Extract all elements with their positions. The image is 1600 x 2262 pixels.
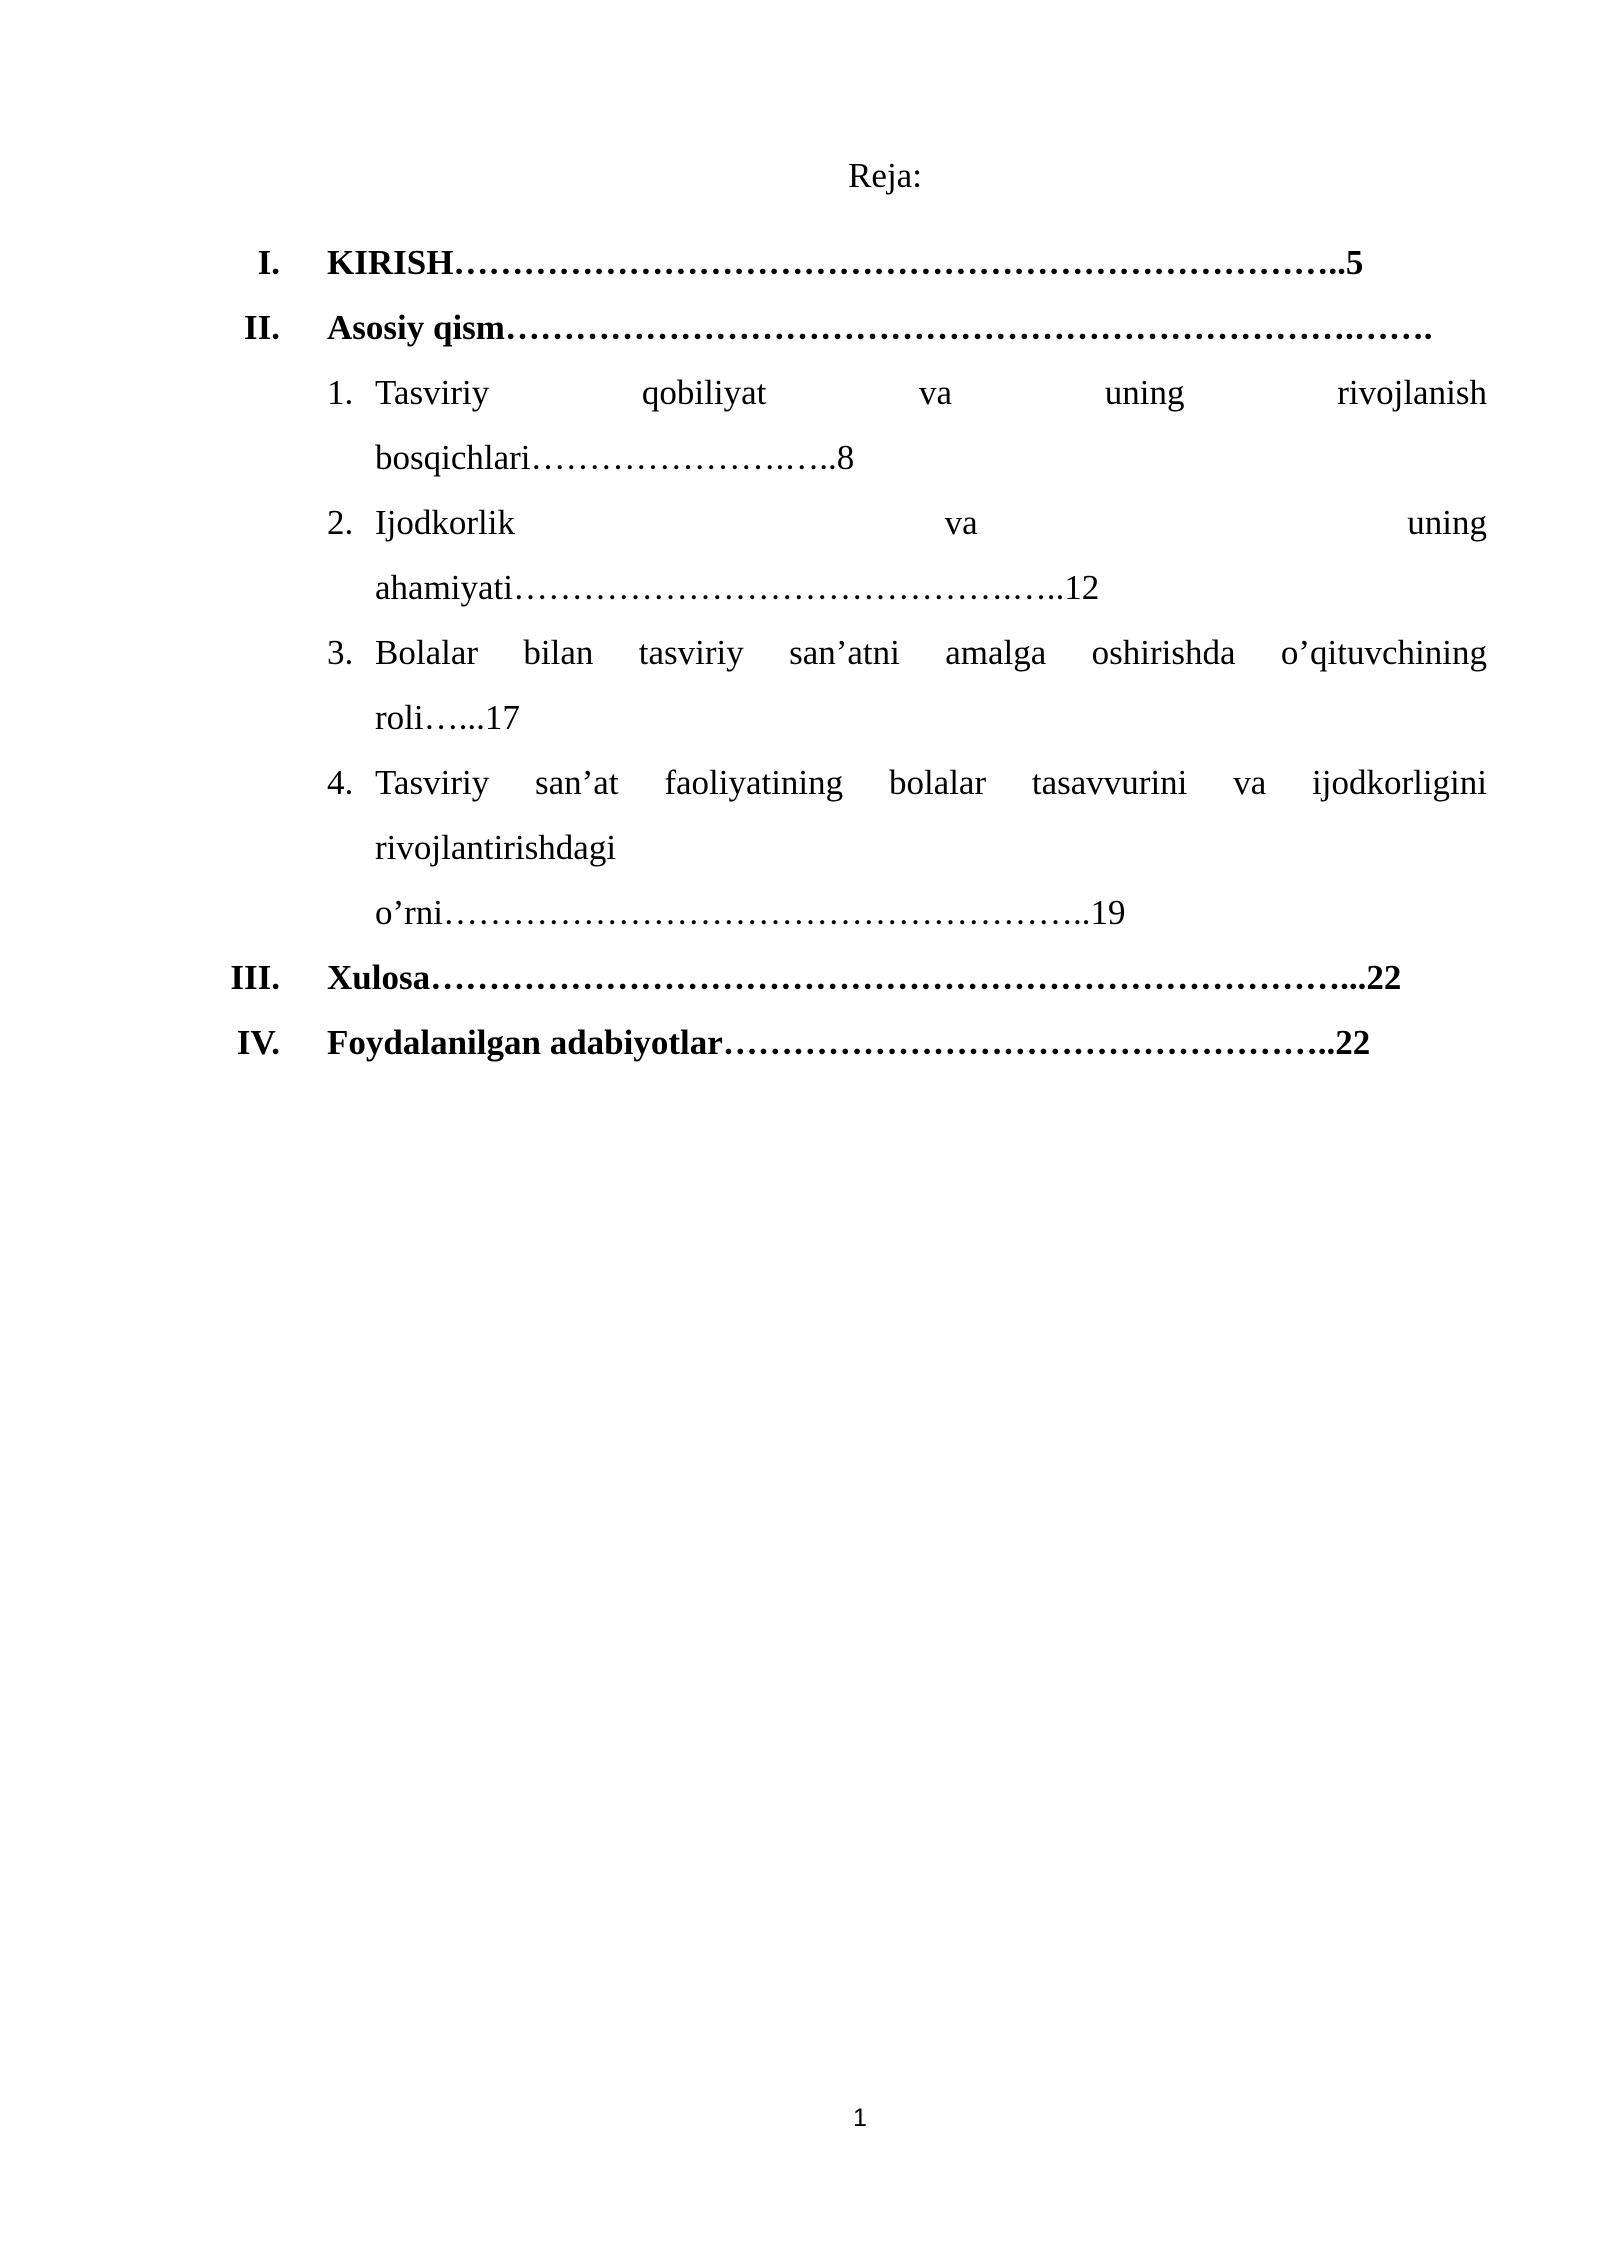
word: o’qituvchining	[1280, 633, 1487, 672]
word: san’atni	[789, 633, 900, 672]
page-title: Reja:	[848, 156, 922, 195]
toc-subitem-continuation: bosqichlari………………….…..8	[375, 438, 855, 477]
toc-subitem-line	[375, 497, 1487, 549]
word: tasavvurini	[1031, 763, 1188, 802]
toc-entry-adabiyotlar: Foydalanilgan adabiyotlar……………………………………………..22	[327, 1023, 1371, 1062]
toc-subitem-continuation: rivojlantirishdagi	[375, 828, 617, 867]
toc-numeral-iv: IV.	[236, 1023, 280, 1062]
toc-subitem-line	[375, 757, 1487, 809]
page-number: 1	[853, 2104, 867, 2132]
word: oshirishda	[1091, 633, 1236, 672]
toc-subitem-number: 1.	[327, 373, 354, 412]
word: Tasviriy	[375, 763, 490, 802]
toc-entry-kirish: KIRISH…………………………………………………………………..5	[327, 243, 1364, 282]
toc-subitem-continuation: o’rni………………………………………………..19	[375, 893, 1126, 932]
word: va	[919, 373, 953, 412]
word: bilan	[523, 633, 594, 672]
toc-subitem-continuation: roli…...17	[375, 698, 520, 737]
toc-entry-xulosa: Xulosa……………………………………………………………………...22	[327, 958, 1402, 997]
toc-subitem-number: 2.	[327, 503, 354, 542]
toc-numeral-i: I.	[257, 243, 280, 282]
word: Bolalar	[375, 633, 479, 672]
word: uning	[1104, 373, 1185, 412]
word: bolalar	[888, 763, 987, 802]
word: san’at	[534, 763, 619, 802]
word: Ijodkorlik	[375, 503, 515, 542]
toc-numeral-iii: III.	[230, 958, 280, 997]
word: rivojlanish	[1337, 373, 1487, 412]
word: tasviriy	[638, 633, 744, 672]
word: uning	[1407, 503, 1487, 542]
word: amalga	[945, 633, 1047, 672]
word: faoliyatining	[664, 763, 844, 802]
toc-entry-asosiy-qism: Asosiy qism……………………………………………………………….…….	[327, 308, 1433, 347]
toc-subitem-continuation: ahamiyati…………………………………….…..12	[375, 568, 1100, 607]
word: qobiliyat	[641, 373, 767, 412]
toc-subitem-number: 3.	[327, 633, 354, 672]
word: va	[1233, 763, 1267, 802]
word: Tasviriy	[375, 373, 490, 412]
word: va	[944, 503, 978, 542]
toc-subitem-number: 4.	[327, 763, 354, 802]
toc-numeral-ii: II.	[244, 308, 280, 347]
toc-subitem-line	[375, 367, 1487, 419]
toc-subitem-line	[375, 627, 1487, 679]
word: ijodkorligini	[1312, 763, 1487, 802]
